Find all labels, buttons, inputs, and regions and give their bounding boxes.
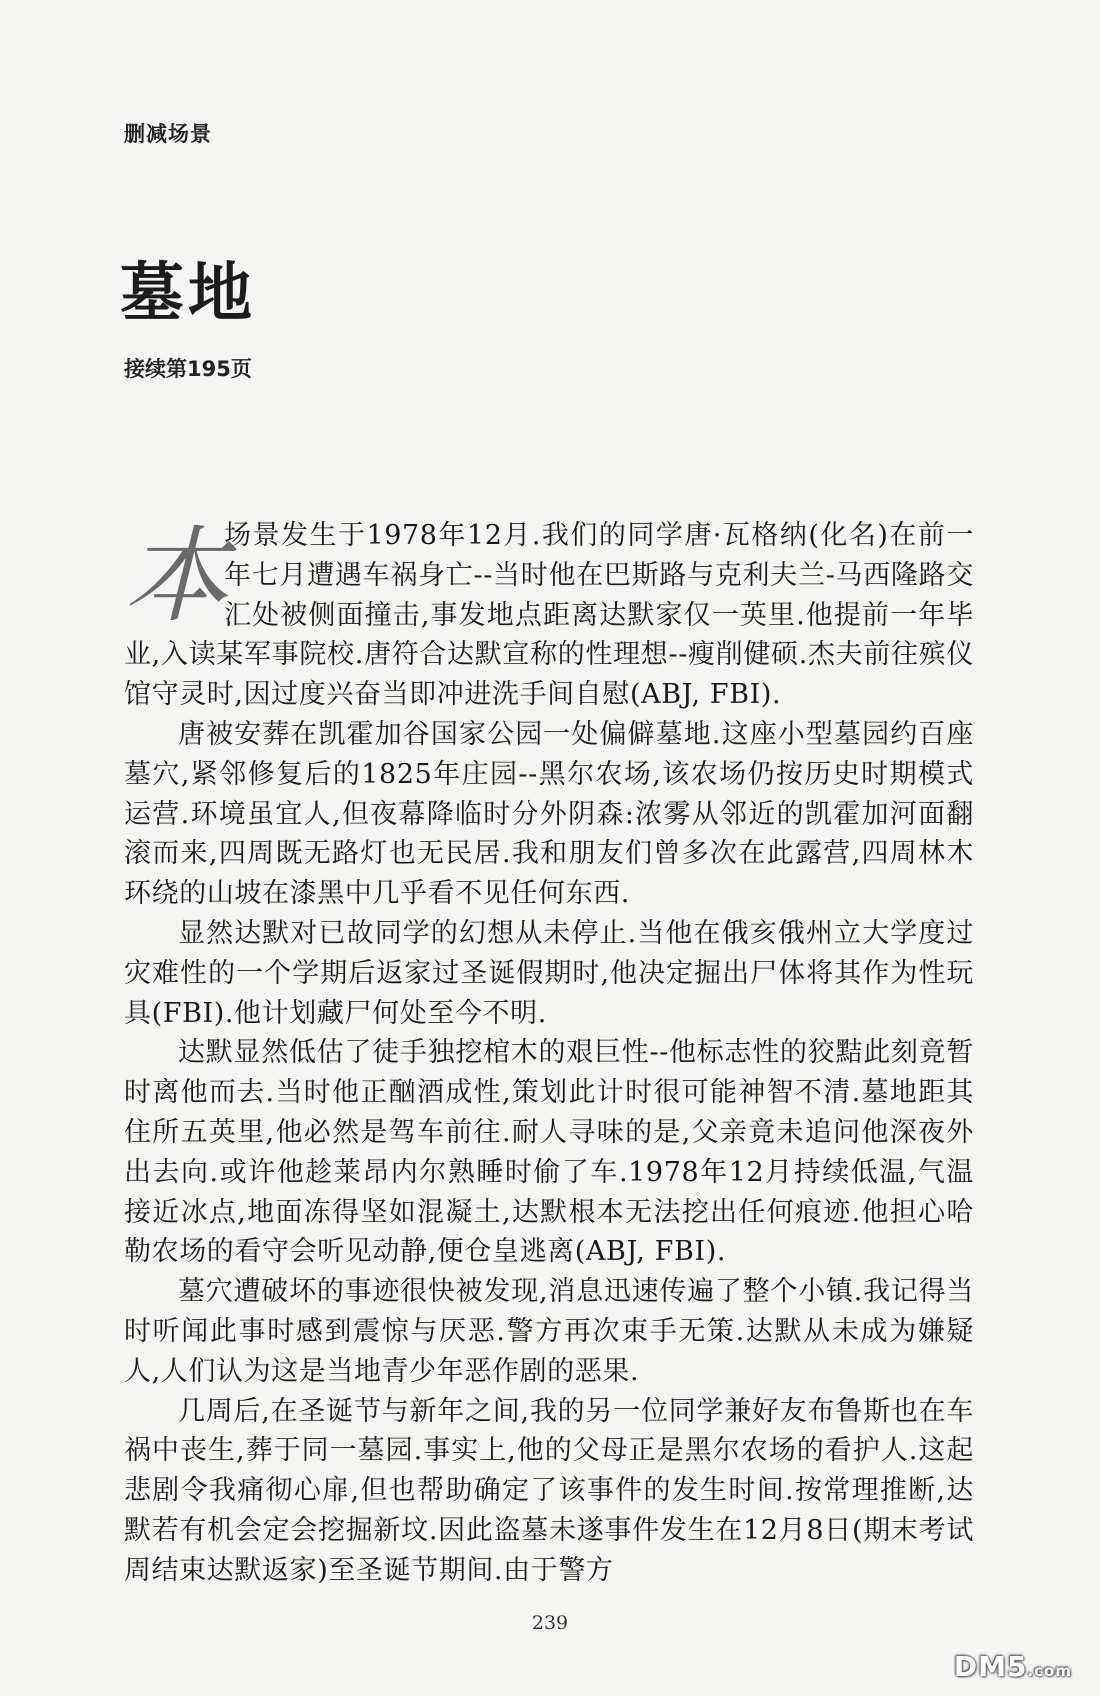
paragraph-1 — [124, 516, 974, 715]
paragraph-6: 几周后,在圣诞节与新年之间,我的另一位同学兼好友布鲁斯也在车祸中丧生,葬于同一墓园.事实上,他的父母正是黑尔农场的看护人.这起悲剧令我痛彻心扉,但也帮助确定了该事件的发生时间.按常理推断,达默若有机会定会挖掘新坟.因此盗墓未遂事件发生在12月8日(期末考试周结束达默返家)至圣诞节期间.由于警方 — [124, 1395, 974, 1586]
section-label: 删减场景 — [124, 122, 212, 146]
watermark-suffix: .com — [1027, 1662, 1072, 1680]
paragraph-2: 唐被安葬在凯霍加谷国家公园一处偏僻墓地.这座小型墓园约百座墓穴,紧邻修复后的1825年庄园--黑尔农场,该农场仍按历史时期模式运营.环境虽宜人,但夜幕降临时分外阴森:浓雾从邻近的凯霍加河面翻滚而来,四周既无路灯也无民居.我和朋友们曾多次在此露营,四周林木环绕的山坡在漆黑中几乎看不见任何东西. — [124, 718, 974, 910]
paragraph-3: 显然达默对已故同学的幻想从未停止.当他在俄亥俄州立大学度过灾难性的一个学期后返家过圣诞假期时,他决定掘出尸体将其作为性玩具(FBI).他计划藏尸何处至今不明. — [124, 917, 974, 1029]
chapter-title: 墓地 — [120, 257, 256, 331]
watermark-main: DM5 — [953, 1650, 1028, 1683]
page-number: 239 — [531, 1612, 569, 1634]
body-text — [124, 516, 974, 1591]
paragraph-4: 达默显然低估了徒手独挖棺木的艰巨性--他标志性的狡黠此刻竟暂时离他而去.当时他正酗酒成性,策划此计时很可能神智不清.墓地距其住所五英里,他必然是驾车前往.耐人寻味的是,父亲竟未追问他深夜外出去向.或许他趁莱昂内尔熟睡时偷了车.1978年12月持续低温,气温接近冰点,地面冻得坚如混凝土,达默根本无法挖出任何痕迹.他担心哈勒农场的看守会听见动静,便仓皇逃离(ABJ, FBI). — [124, 1037, 974, 1268]
chapter-subtitle: 接续第195页 — [124, 357, 252, 381]
paragraph-5: 墓穴遭破坏的事迹很快被发现,消息迅速传遍了整个小镇.我记得当时听闻此事时感到震惊与厌恶.警方再次束手无策.达默从未成为嫌疑人,人们认为这是当地青少年恶作剧的恶果. — [124, 1276, 974, 1387]
drop-cap: 本 — [124, 515, 229, 637]
paragraph-1-text: 场景发生于1978年12月.我们的同学唐·瓦格纳(化名)在前一年七月遭遇车祸身亡--当时他在巴斯路与克利夫兰-马西隆路交汇处被侧面撞击,事发地点距离达默家仅一英里.他提前一年毕业,入读某军事院校.唐符合达默宣称的性理想--瘦削健硕.杰夫前往殡仪馆守灵时,因过度兴奋当即冲进洗手间自慰(ABJ, FBI). — [124, 520, 974, 711]
site-watermark-logo — [954, 1650, 1072, 1683]
